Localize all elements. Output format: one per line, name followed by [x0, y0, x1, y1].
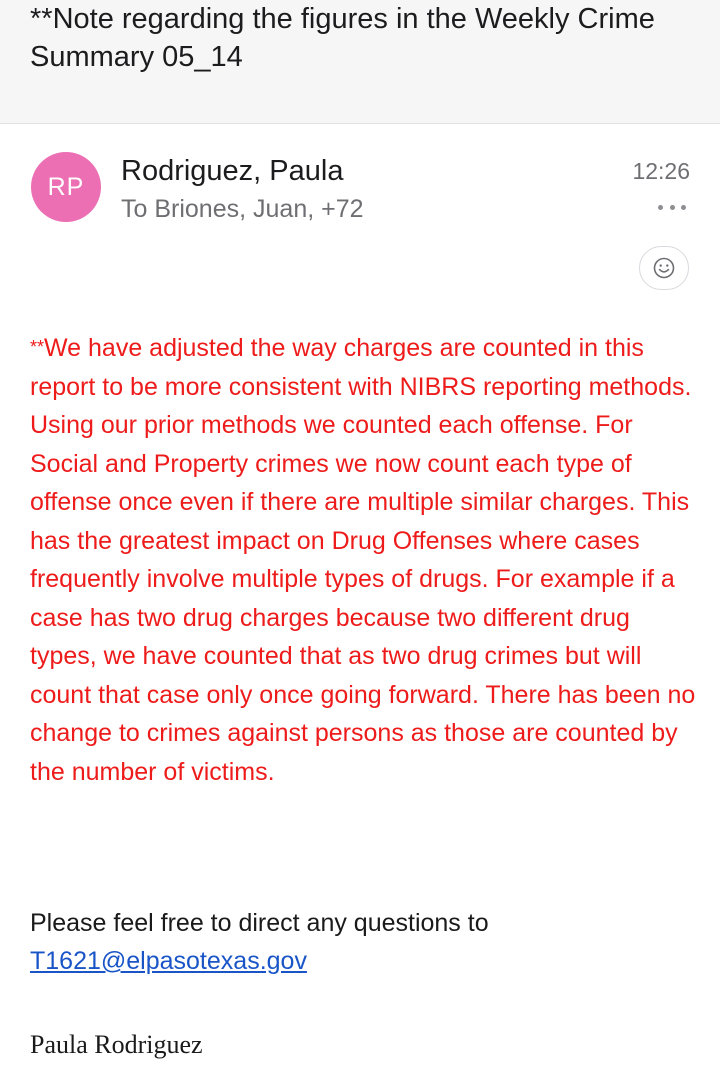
subject-bar — [0, 0, 720, 124]
contact-email-link[interactable]: T1621@elpasotexas.gov — [30, 947, 307, 975]
email-body-note — [30, 328, 698, 791]
sent-time: 12:26 — [632, 158, 690, 184]
contact-line: Please feel free to direct any questions to — [30, 909, 489, 937]
sender-name[interactable]: Rodriguez, Paula — [121, 155, 344, 187]
more-dot — [670, 205, 675, 210]
note-prefix: ** — [30, 337, 45, 357]
add-reaction-button[interactable] — [639, 246, 689, 290]
more-dot — [681, 205, 686, 210]
avatar[interactable]: RP — [31, 152, 101, 222]
note-text: We have adjusted the way charges are counted in this report to be more consistent with NIBRS reporting methods. Using our prior methods we counted each offense. For Social and Property crimes we now count each type of offense once even if there are multiple similar charges. This has the greatest impact on Drug Offenses where cases frequently involve multiple types of drugs. For example if a case has two drug charges because two different drug types, we have counted that as two drug crimes but will count that case only once going forward. There has been no change to crimes against persons as those are counted by the number of victims. — [30, 334, 696, 786]
more-horizontal-icon[interactable] — [658, 197, 686, 217]
signature: Paula Rodriguez — [30, 1030, 203, 1059]
more-dot — [658, 205, 663, 210]
recipients-summary[interactable]: To Briones, Juan, +72 — [121, 195, 364, 223]
email-subject: **Note regarding the figures in the Weekly Crime Summary 05_14 — [30, 3, 655, 73]
smiley-face-icon — [652, 256, 676, 280]
